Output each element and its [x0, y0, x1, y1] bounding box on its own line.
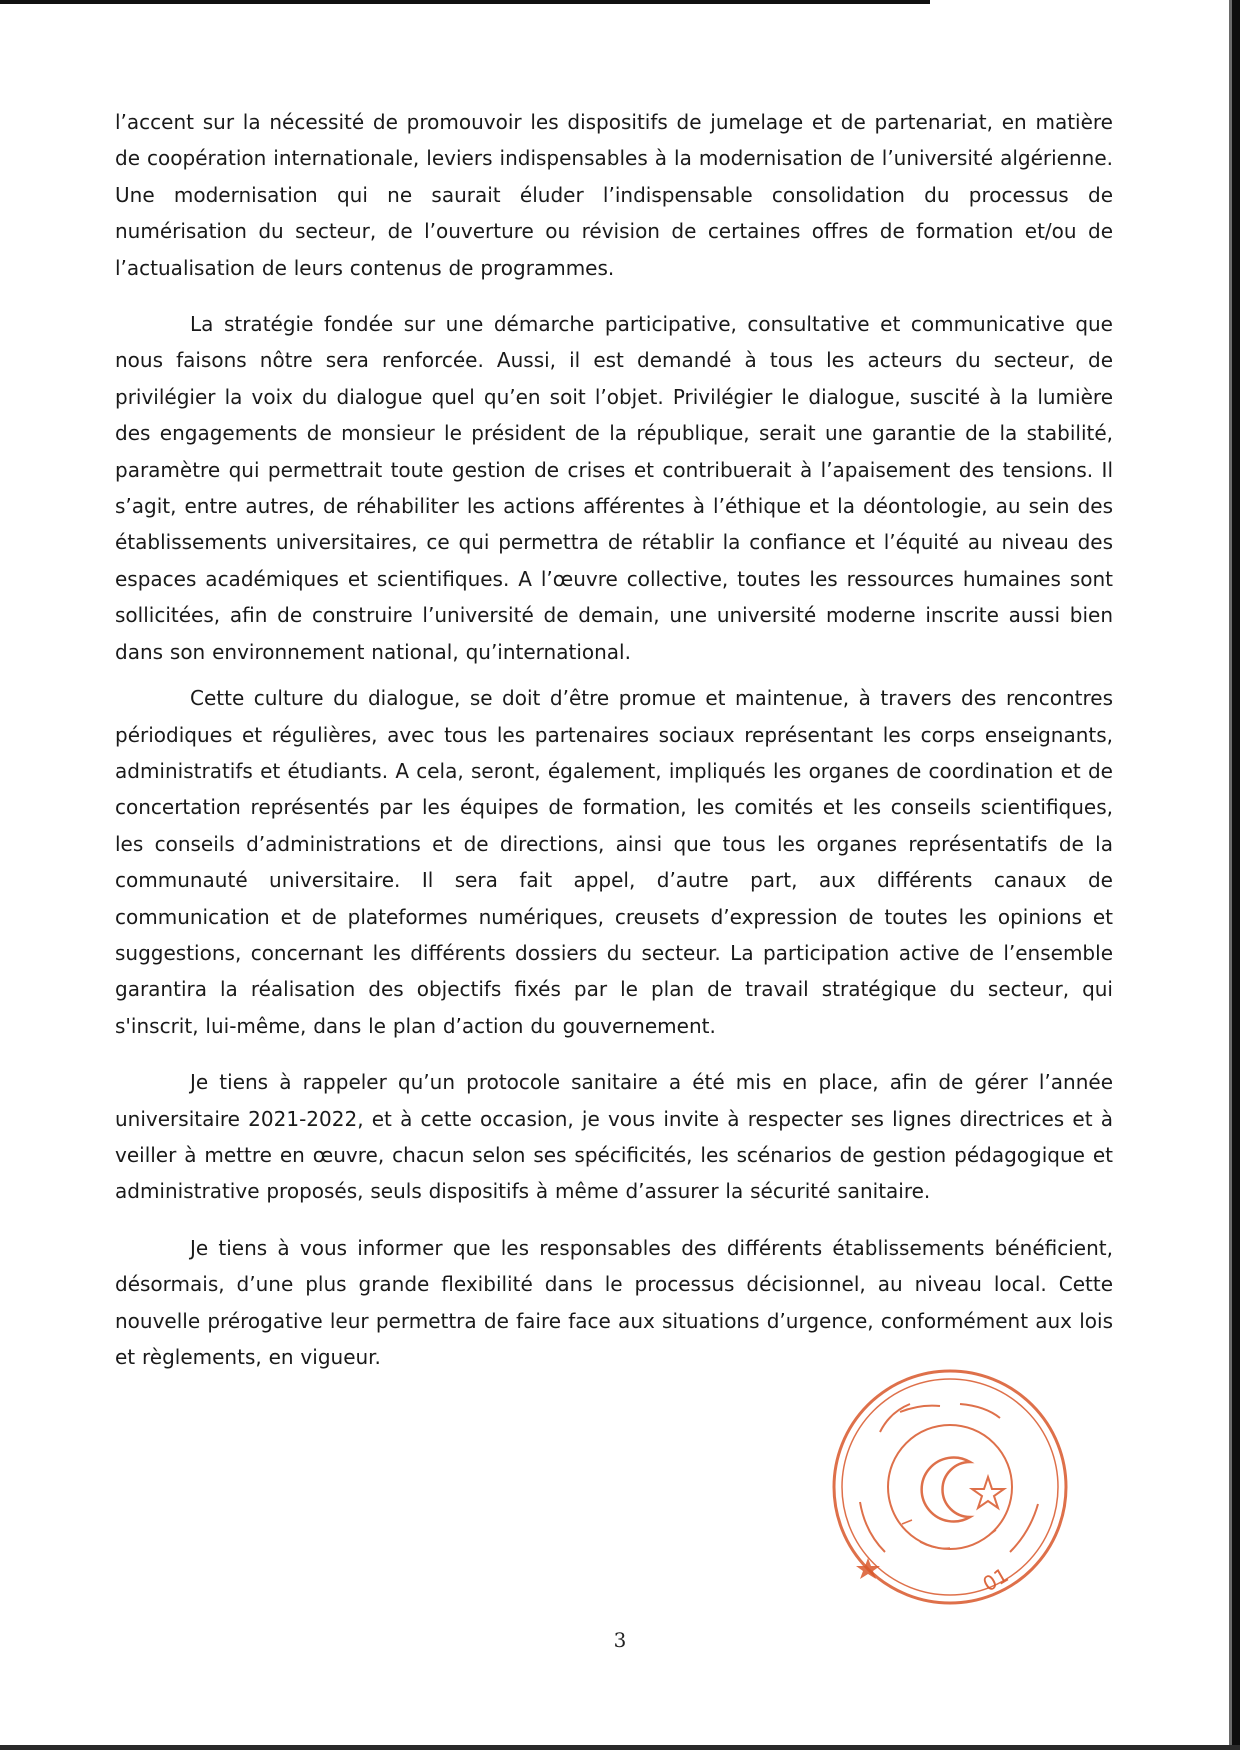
paragraph-5: Je tiens à vous informer que les responsables des différents établissements bénéficient, désormais, d’une plus grande flexibilité dans le processus décisionnel, au niveau local. Cette nouvelle prérogative leur permettra de faire face aux situations d’urgence, conformément aux lois et règlements, en vigueur. [115, 1235, 1113, 1369]
document-body [115, 104, 1113, 1375]
paragraph-3: Cette culture du dialogue, se doit d’être promue et maintenue, à travers des rencontres périodiques et régulières, avec tous les partenaires sociaux représentant les corps enseignants, administratifs et étudiants. A cela, seront, également, impliqués les organes de coordination et de concertation représentés par les équipes de formation, les comités et les conseils scientifiques, les conseils d’administrations et de directions, ainsi que tous les organes représentatifs de la communauté universitaire. Il sera fait appel, d’autre part, aux différents canaux de communication et de plateformes numériques, creusets d’expression de toutes les opinions et suggestions, concernant les différents dossiers du secteur. La participation active de l’ensemble garantira la réalisation des objectifs fixés par le plan de travail stratégique du secteur, qui s'inscrit, lui-même, dans le plan d’action du gouvernement. [115, 686, 1113, 1038]
top-scan-edge [0, 0, 930, 4]
bottom-scan-edge [0, 1745, 1240, 1750]
page-number: 3 [613, 1628, 627, 1652]
paragraph-1: l’accent sur la nécessité de promouvoir les dispositifs de jumelage et de partenariat, en matière de coopération internationale, leviers indispensables à la modernisation de l’université algérienne. Une modernisation qui ne saurait éluder l’indispensable consolidation du processus de numérisation du secteur, de l’ouverture ou révision de certaines offres de formation et/ou de l’actualisation de leurs contenus de programmes. [115, 110, 1113, 280]
official-seal-stamp [820, 1352, 1080, 1622]
paragraph-4: Je tiens à rappeler qu’un protocole sanitaire a été mis en place, afin de gérer l’année universitaire 2021-2022, et à cette occasion, je vous invite à respecter ses lignes directrices et à veiller à mettre en œuvre, chacun selon ses spécificités, les scénarios de gestion pédagogique et administrative proposés, seuls dispositifs à même d’assurer la sécurité sanitaire. [115, 1070, 1113, 1204]
paragraph-2: La stratégie fondée sur une démarche participative, consultative et communicative que nous faisons nôtre sera renforcée. Aussi, il est demandé à tous les acteurs du secteur, de privilégier la voix du dialogue quel qu’en soit l’objet. Privilégier le dialogue, suscité à la lumière des engagements de monsieur le président de la république, serait une garantie de la stabilité, paramètre qui permettrait toute gestion de crises et contribuerait à l’apaisement des tensions. Il s’agit, entre autres, de réhabiliter les actions afférentes à l’éthique et la déontologie, au sein des établissements universitaires, ce qui permettra de rétablir la confiance et l’équité au niveau des espaces académiques et scientifiques. A l’œuvre collective, toutes les ressources humaines sont sollicitées, afin de construire l’université de demain, une université moderne inscrite aussi bien dans son environnement national, qu’international. [115, 312, 1113, 664]
stamp-number: 01 [978, 1562, 1013, 1597]
right-scan-edge [1232, 0, 1240, 1750]
